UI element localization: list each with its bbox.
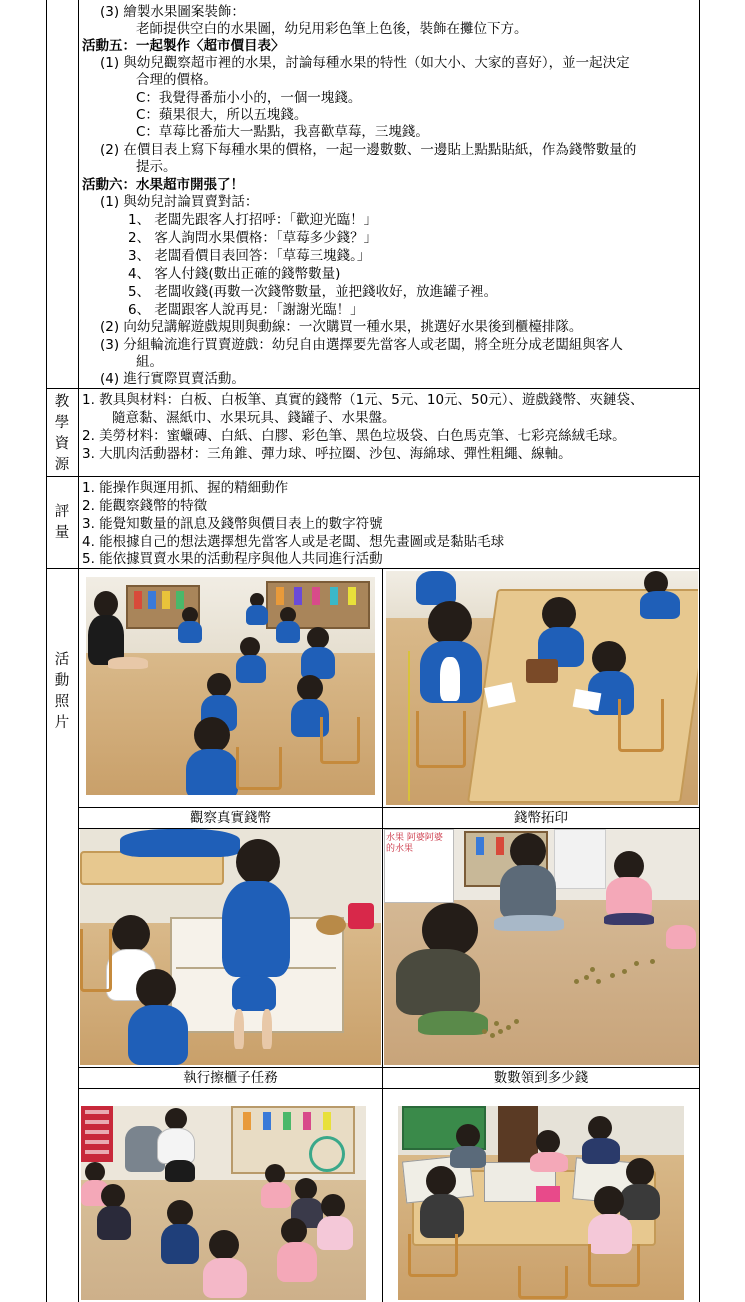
evaluation-line: 1. 能操作與運用抓、握的精細動作 — [82, 480, 289, 496]
table-divider-label — [78, 0, 79, 1302]
activity-line: (3) 繪製水果圖案裝飾： — [100, 4, 245, 20]
photos-label: 活 動 照 片 — [54, 652, 70, 731]
activity-line: 6、 老闆跟客人說再見：「謝謝光臨！」 — [128, 302, 364, 318]
activity-line: C：草莓比番茄大一點點，我喜歡草莓，三塊錢。 — [136, 124, 429, 140]
activity-line: 2、 客人詢問水果價格：「草莓多少錢？」 — [128, 230, 378, 246]
activity-line: 3、 老闆看價目表回答：「草莓三塊錢。」 — [128, 248, 371, 264]
activity-line: 1、 老闆先跟客人打招呼：「歡迎光臨！」 — [128, 212, 378, 228]
resources-label: 教 學 資 源 — [54, 394, 70, 473]
resources-line: 3. 大肌肉活動器材：三角錐、彈力球、呼拉圈、沙包、海綿球、彈性粗繩、線軸。 — [82, 446, 572, 462]
resources-line: 隨意黏、濕紙巾、水果玩具、錢罐子、水果盤。 — [112, 410, 396, 426]
evaluation-line: 3. 能覺知數量的訊息及錢幣與價目表上的數字符號 — [82, 516, 383, 532]
activity-line: (3) 分組輪流進行買賣遊戲：幼兒自由選擇要先當客人或老闆，將全班分成老闆組與客人 — [100, 337, 623, 353]
row-divider-evaluation — [46, 568, 700, 569]
caption-observe-coins: 觀察真實錢幣 — [190, 810, 271, 826]
activity-line: 5、 老闆收錢(再數一次錢幣數量，並把錢收好，放進罐子裡。 — [128, 284, 498, 300]
resources-line: 1. 教具與材料：白板、白板筆、真實的錢幣（1元、5元、10元、50元）、遊戲錢幣、夾鏈袋、 — [82, 392, 644, 408]
activity-line: (4) 進行實際買賣活動。 — [100, 371, 245, 387]
activity-line: (2) 向幼兒講解遊戲規則與動線：一次購買一種水果，挑選好水果後到櫃檯排隊。 — [100, 319, 583, 335]
row-divider-resources — [46, 476, 700, 477]
activity-line: C：蘋果很大，所以五塊錢。 — [136, 107, 308, 123]
activity-heading: 活動五：一起製作〈超市價目表〉 — [82, 38, 285, 54]
activity-heading: 活動六：水果超市開張了！ — [82, 177, 244, 193]
activity-line: (2) 在價目表上寫下每種水果的價格，一起一邊數數、一邊貼上點點貼紙，作為錢幣數量的 — [100, 142, 637, 158]
sign-text: 水果 阿婆阿婆的水果 — [386, 833, 443, 854]
photo-coin-rubbing — [386, 571, 698, 805]
caption-count-money: 數數領到多少錢 — [493, 1070, 589, 1086]
row-divider-activity — [46, 388, 700, 389]
activity-line: 合理的價格。 — [136, 72, 217, 88]
activity-line: (1) 與幼兒觀察超市裡的水果，討論每種水果的特性（如大小、大家的喜好），並一起決定 — [100, 55, 630, 71]
photo-count-money — [384, 829, 699, 1065]
activity-line: (1) 與幼兒討論買賣對話： — [100, 194, 259, 210]
caption-wipe-cabinet: 執行擦櫃子任務 — [183, 1070, 278, 1086]
caption-row-bottom-2 — [78, 1088, 700, 1089]
evaluation-line: 2. 能觀察錢幣的特徵 — [82, 498, 208, 514]
activity-line: 老師提供空白的水果圖，幼兒用彩色筆上色後，裝飾在攤位下方。 — [136, 21, 528, 37]
activity-line: C：我覺得番茄小小的，一個一塊錢。 — [136, 90, 362, 106]
photo-observe-coins — [86, 577, 375, 795]
activity-line: 4、 客人付錢(數出正確的錢幣數量) — [128, 266, 341, 282]
evaluation-line: 5. 能依據買賣水果的活動程序與他人共同進行活動 — [82, 551, 383, 567]
activity-line: 組。 — [136, 354, 163, 370]
table-border-right — [699, 0, 700, 1302]
caption-row-top-1 — [78, 807, 700, 808]
evaluation-label: 評 量 — [54, 504, 70, 541]
evaluation-line: 4. 能根據自己的想法選擇想先當客人或是老闆、想先畫圖或是黏貼毛球 — [82, 534, 505, 550]
photo-wipe-cabinet — [80, 829, 381, 1065]
photo-group-drawing — [398, 1106, 684, 1300]
photo-circle-time — [81, 1106, 366, 1300]
caption-coin-rubbing: 錢幣拓印 — [514, 810, 568, 826]
caption-row-top-2 — [78, 1067, 700, 1068]
photo-column-divider — [382, 569, 383, 1302]
activity-line: 提示。 — [136, 159, 177, 175]
resources-line: 2. 美勞材料：蜜蠟磚、白紙、白膠、彩色筆、黑色垃圾袋、白色馬克筆、七彩亮絲絨毛球。 — [82, 428, 626, 444]
